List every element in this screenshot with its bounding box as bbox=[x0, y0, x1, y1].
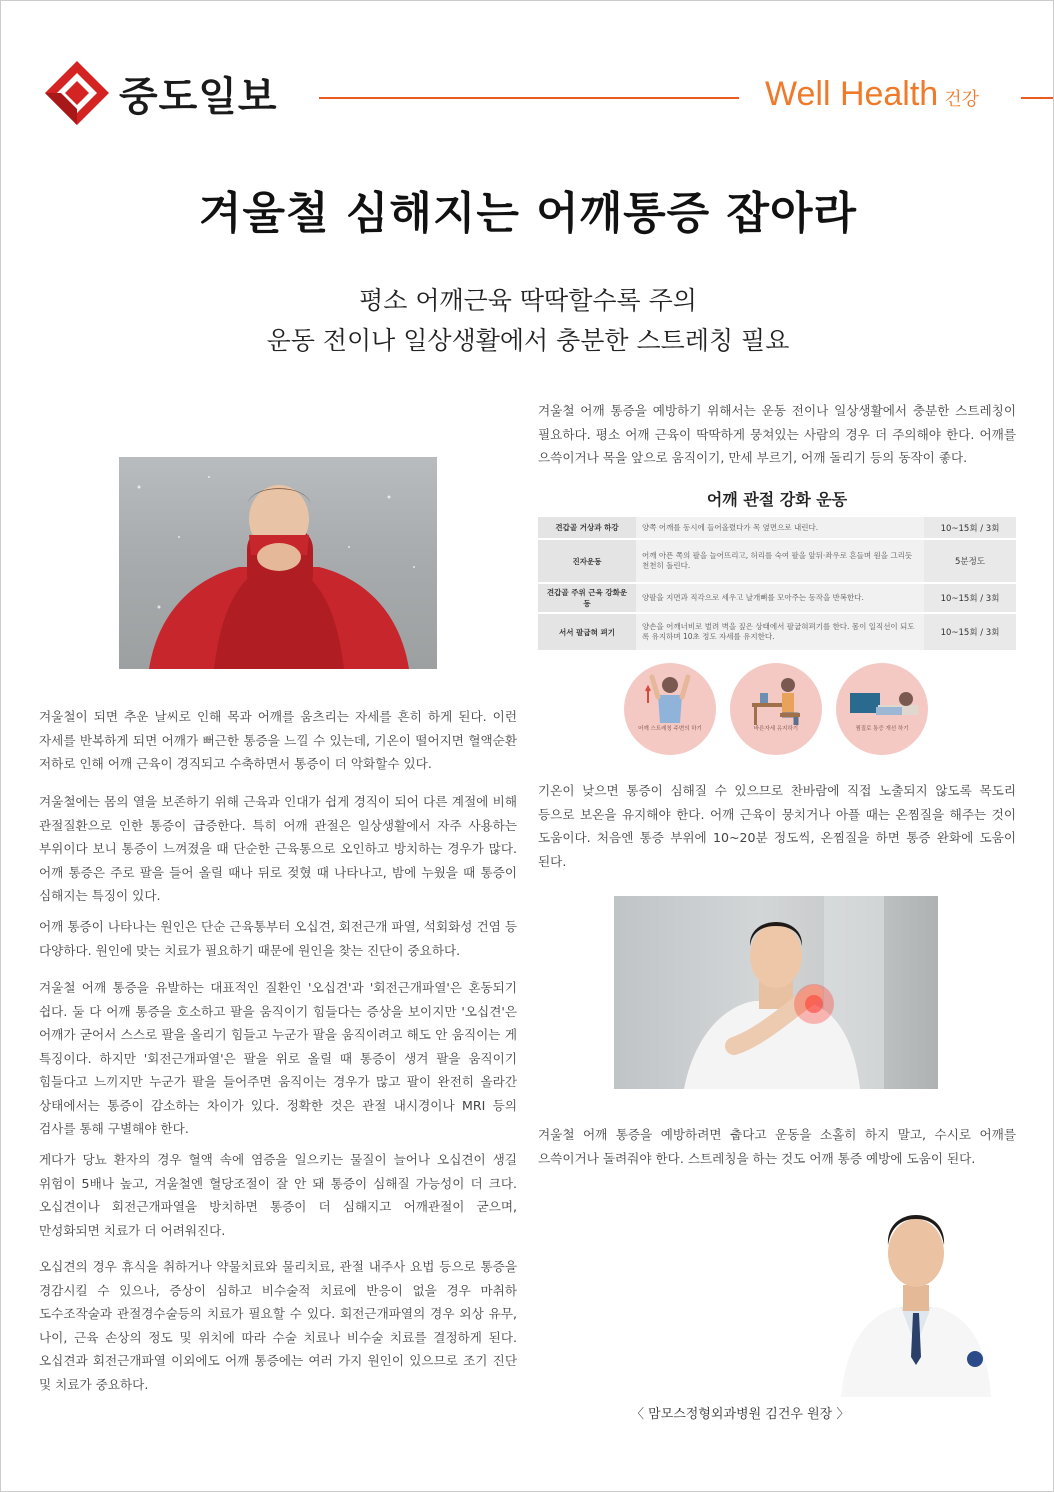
exercise-name: 진자운동 bbox=[538, 539, 636, 583]
exercise-table bbox=[538, 517, 1016, 652]
left-paragraph-3: 어깨 통증이 나타나는 원인은 단순 근육통부터 오십견, 회전근개 파열, 석회화성 건염 등 다양하다. 원인에 맞는 치료가 필요하기 때문에 원인을 찾는 진단이 중요하다. bbox=[39, 919, 517, 958]
headline: 겨울철 심해지는 어깨통증 잡아라 bbox=[198, 188, 857, 239]
section-tag-en: Well Health bbox=[765, 75, 939, 113]
stretch-figure-icon bbox=[624, 663, 716, 755]
diamond-logo-icon bbox=[43, 59, 111, 127]
exercise-desc: 양팔을 지면과 직각으로 세우고 날개뼈를 모아주는 동작을 반복한다. bbox=[636, 583, 924, 613]
exercise-name: 견갑골 주위 근육 강화운동 bbox=[538, 583, 636, 613]
header-rule-right bbox=[1021, 97, 1054, 99]
left-paragraph-4: 겨울철 어깨 통증을 유발하는 대표적인 질환인 '오십견'과 '회전근개파열'은 혼동되기 쉽다. 둘 다 어깨 통증을 호소하고 팔을 움직이기 힘들다는 증상을 보이지만 '오십견'은 어깨가 굳어서 스스로 팔을 올리기 힘들고 누군가 팔을 움직이려고 해도 안 움직이는 게 특징이다. 하지만 '회전근개파열'은 팔을 위로 올릴 때 통증이 생겨 팔을 움직이기 힘들다고 느끼지만 누군가 팔을 들어주면 움직이는 경우가 많고 팔이 완전히 올라간 상태에서는 통증이 감소하는 차이가 있다. 정확한 것은 관절 내시경이나 MRI 등의 검사를 통해 구별해야 한다. bbox=[39, 980, 517, 1136]
subhead-2: 운동 전이나 일상생활에서 충분한 스트레칭 필요 bbox=[266, 326, 790, 355]
paper-name: 중도일보 bbox=[119, 73, 278, 120]
exercise-desc: 어깨 아픈 쪽의 팔을 늘어뜨리고, 허리를 숙여 팔을 앞뒤·좌우로 흔들며 원을 그리듯 천천히 돌린다. bbox=[636, 539, 924, 583]
left-paragraph-5: 게다가 당뇨 환자의 경우 혈액 속에 염증을 일으키는 물질이 늘어나 오십견이 생길 위험이 5배나 높고, 겨울철엔 혈당조절이 잘 안 돼 통증이 심해질 가능성이 더 크다. 오십견이나 회전근개파열을 방치하면 통증이 더 심해지고 어깨관절이 굳으며, 만성화되면 치료가 더 어려워진다. bbox=[39, 1152, 517, 1238]
exercise-reps: 5분정도 bbox=[924, 539, 1016, 583]
table-row bbox=[538, 517, 1016, 539]
exercise-reps: 10~15회 / 3회 bbox=[924, 613, 1016, 651]
right-paragraph-2: 기온이 낮으면 통증이 심해질 수 있으므로 찬바람에 직접 노출되지 않도록 목도리 등으로 보온을 유지해야 한다. 어깨 근육이 뭉치거나 아플 때는 온찜질을 해주는 것이 도움이다. 처음엔 통증 부위에 10~20분 정도씩, 온찜질을 하면 통증 완화에 도움이 된다. bbox=[538, 783, 1016, 869]
circle-caption: 바른자세 유지하기 bbox=[753, 726, 799, 732]
left-paragraph-2: 겨울철에는 몸의 열을 보존하기 위해 근육과 인대가 쉽게 경직이 되어 다른 계절에 비해 관절질환으로 인한 통증이 급증한다. 특히 어깨 관절은 일상생활에서 자주 사용하는 부위이다 보니 통증이 느껴졌을 때 단순한 근육통으로 오인하고 방치하는 경우가 많다. 어깨 통증은 주로 팔을 들어 올릴 때나 뒤로 젖혔 때 나타나고, 밤에 누웠을 때 통증이 심해지는 특징이 있다. bbox=[39, 794, 517, 903]
author-credit: 〈 맘모스정형외과병원 김건우 원장 〉 bbox=[631, 1407, 850, 1422]
right-paragraph-3: 겨울철 어깨 통증을 예방하려면 춥다고 운동을 소홀히 하지 말고, 수시로 어깨를 으쓱이거나 돌려줘야 한다. 스트레칭을 하는 것도 어깨 통증 예방에 도움이 된다. bbox=[538, 1127, 1016, 1166]
section-tag-ko: 건강 bbox=[944, 89, 980, 110]
shoulder-pain-photo bbox=[614, 896, 938, 1089]
paper-logo bbox=[43, 59, 278, 127]
exercise-reps: 10~15회 / 3회 bbox=[924, 583, 1016, 613]
exercise-desc: 양쪽 어깨를 동시에 들어올렸다가 목 옆면으로 내린다. bbox=[636, 517, 924, 539]
sitting-posture-icon bbox=[730, 663, 822, 755]
doctor-portrait bbox=[841, 1197, 991, 1397]
table-row bbox=[538, 613, 1016, 651]
exercise-reps: 10~15회 / 3회 bbox=[924, 517, 1016, 539]
table-row bbox=[538, 583, 1016, 613]
exercise-circle-heat bbox=[836, 663, 928, 755]
circle-caption: 찜질로 통증 개선 하기 bbox=[855, 726, 909, 732]
exercise-desc: 양손을 어깨너비로 벌려 벽을 짚은 상태에서 팔굽혀펴기를 한다. 몸이 일직선이 되도록 유지하며 10초 정도 자세를 유지한다. bbox=[636, 613, 924, 651]
cold-man-photo bbox=[119, 457, 437, 669]
table-row bbox=[538, 539, 1016, 583]
heat-pack-icon bbox=[836, 663, 928, 755]
exercise-circle-stretch bbox=[624, 663, 716, 755]
subhead-1: 평소 어깨근육 딱딱할수록 주의 bbox=[359, 286, 697, 315]
left-paragraph-6: 오십견의 경우 휴식을 취하거나 약물치료와 물리치료, 관절 내주사 요법 등으로 통증을 경감시킬 수 있으나, 증상이 심하고 비수술적 치료에 반응이 없을 경우 마취하 도수조작술과 관절경수술등의 치료가 필요할 수 있다. 회전근개파열의 경우 외상 유무, 나이, 근육 손상의 정도 및 위치에 따라 수술 치료나 비수술 치료를 결정하게 된다. 오십견과 회전근개파열 이외에도 어깨 통증에는 여러 가지 원인이 있으므로 조기 진단 및 치료가 중요하다. bbox=[39, 1259, 517, 1392]
right-paragraph-1: 겨울철 어깨 통증을 예방하기 위해서는 운동 전이나 일상생활에서 충분한 스트레칭이 필요하다. 평소 어깨 근육이 딱딱하게 뭉쳐있는 사람의 경우 더 주의해야 한다. 어깨를 으쓱이거나 목을 앞으로 움직이기, 만세 부르기, 어깨 돌리기 등의 동작이 좋다. bbox=[538, 403, 1016, 465]
exercise-figure-title: 어깨 관절 강화 운동 bbox=[706, 490, 848, 509]
header-rule-left bbox=[319, 97, 739, 99]
exercise-name: 서서 팔굽혀 펴기 bbox=[538, 613, 636, 651]
exercise-name: 견갑골 거상과 하강 bbox=[538, 517, 636, 539]
section-tag bbox=[765, 75, 979, 114]
left-paragraph-1: 겨울철이 되면 추운 날씨로 인해 목과 어깨를 움츠리는 자세를 흔히 하게 된다. 이런 자세를 반복하게 되면 어깨가 뻐근한 통증을 느낄 수 있는데, 기온이 떨어지면 혈액순환 저하로 인해 어깨 근육이 경직되고 수축하면서 통증이 더 악화할수 있다. bbox=[39, 709, 517, 771]
exercise-circle-posture bbox=[730, 663, 822, 755]
circle-caption: 어깨 스트레칭 주변의 하기 bbox=[638, 726, 702, 732]
